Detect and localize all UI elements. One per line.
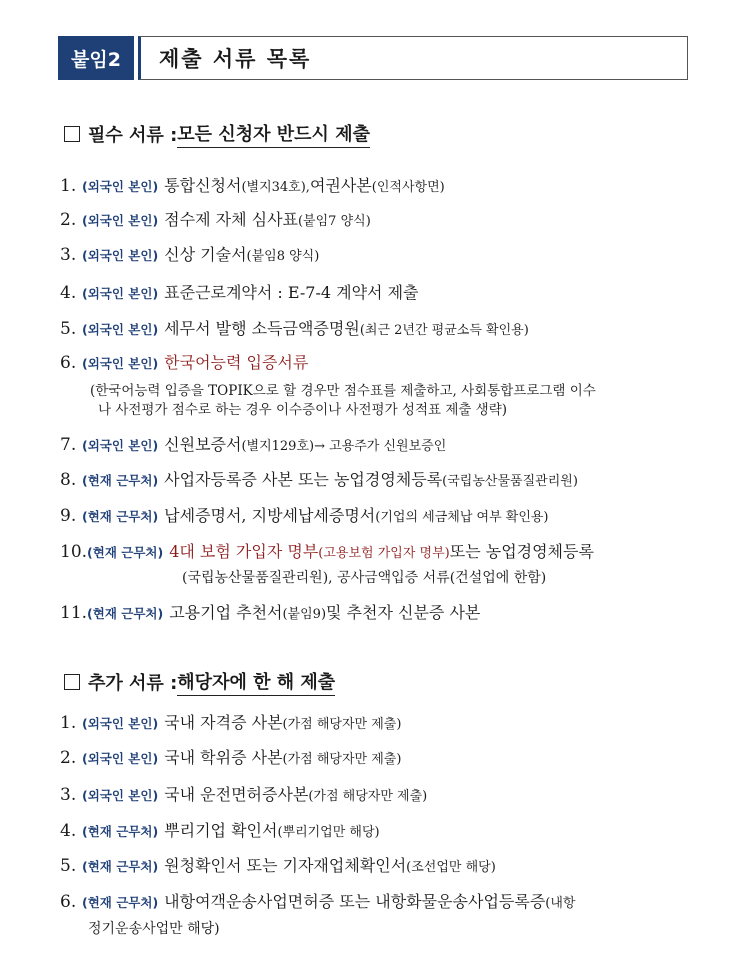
additional-item-2: [60, 745, 713, 768]
item-sub: (가점 해당자만 제출): [308, 789, 428, 804]
item-tag: (외국인 본인): [82, 322, 159, 337]
item-sub: (별지129호): [241, 439, 315, 454]
item-main: 사업자등록증 사본 또는 농업경영체등록: [164, 470, 443, 489]
additional-item-6: [60, 889, 713, 912]
checkbox-icon: [64, 126, 80, 142]
item-number: 11.: [60, 603, 88, 623]
item-sub: (고용보험 가입자 명부): [318, 546, 450, 561]
item-sub: (기업의 세금체납 여부 확인용): [375, 510, 549, 525]
item-number: 6.: [60, 353, 77, 373]
item-number: 10.: [60, 542, 88, 562]
additional-item-5: [60, 853, 713, 876]
required-item-4: [60, 280, 713, 303]
item-tag: (외국인 본인): [82, 356, 159, 371]
item-main: 점수제 자체 심사표: [164, 210, 298, 229]
item-sub: (국립농산물품질관리원): [442, 474, 578, 489]
item-main: 통합신청서: [164, 176, 242, 195]
item-sub: (최근 2년간 평균소득 확인용): [359, 323, 529, 338]
item-10-continuation: (국립농산물품질관리원), 공사금액입증 서류(건설업에 한함): [182, 570, 547, 586]
required-item-2: [60, 207, 713, 230]
item-number: 1.: [60, 176, 77, 196]
required-item-9: [60, 503, 713, 526]
item-sub: (뿌리기업만 해당): [277, 825, 380, 840]
item-tag: (외국인 본인): [82, 751, 159, 766]
checkbox-icon: [64, 674, 80, 690]
item-tag: (외국인 본인): [82, 716, 159, 731]
required-item-5: [60, 316, 713, 339]
attachment-badge: 붙임2: [58, 36, 134, 80]
item-tag: (외국인 본인): [82, 286, 159, 301]
item-tag: (현재 근무처): [82, 859, 159, 874]
item-tag: (외국인 본인): [82, 248, 159, 263]
item-number: 3.: [60, 785, 77, 805]
item-number: 8.: [60, 470, 77, 490]
item-sub: (별지34호),: [241, 180, 310, 195]
item-main: 4대 보험 가입자 명부: [169, 542, 319, 561]
item-number: 3.: [60, 245, 77, 265]
additional-item-3: [60, 782, 713, 805]
item-sub: (붙임7 양식): [297, 214, 371, 229]
item-main: 세무서 발행 소득금액증명원: [164, 319, 360, 338]
item-sub: (붙임9): [282, 607, 327, 622]
item-number: 5.: [60, 319, 77, 339]
item-tag: (현재 근무처): [82, 824, 159, 839]
add-item-6-continuation: 정기운송사업만 해당): [88, 921, 220, 937]
item-sub: (붙임8 양식): [246, 249, 320, 264]
item-tag: (현재 근무처): [87, 606, 164, 621]
item-tag: (현재 근무처): [82, 473, 159, 488]
additional-item-1: [60, 710, 713, 733]
item-tag: (외국인 본인): [82, 179, 159, 194]
item-tag: (현재 근무처): [87, 545, 164, 560]
item-extra: → 고용주가 신원보증인: [314, 439, 447, 454]
required-item-7: [60, 432, 713, 455]
required-item-3: [60, 242, 713, 265]
item-tag: (외국인 본인): [82, 438, 159, 453]
required-section-desc: 모든 신청자 반드시 제출: [177, 120, 370, 148]
required-item-1: [60, 173, 713, 196]
item-main: 한국어능력 입증서류: [164, 353, 309, 372]
item-main: 국내 운전면허증사본: [164, 785, 309, 804]
item-tag: (외국인 본인): [82, 788, 159, 803]
item-main2: 여권사본: [309, 176, 372, 195]
additional-item-4: [60, 818, 713, 841]
note-item-6: (한국어능력 입증을 TOPIK으로 할 경우만 점수표를 제출하고, 사회통합프로그램 이수 나 사전평가 점수로 하는 경우 이수증이나 사전평가 성적표 제출 생략): [90, 383, 596, 418]
item-main2: 및 추천자 신분증 사본: [326, 603, 481, 622]
item-sub: (가점 해당자만 제출): [282, 717, 402, 732]
required-item-6: [60, 350, 713, 373]
page-title: 제출 서류 목록: [138, 36, 688, 80]
attachment-header: [58, 36, 688, 80]
item-number: 4.: [60, 821, 77, 841]
item-main: 국내 자격증 사본: [164, 713, 283, 732]
item-main: 국내 학위증 사본: [164, 748, 283, 767]
item-number: 9.: [60, 506, 77, 526]
required-section-title: 필수 서류 : 모든 신청자 반드시 제출: [64, 120, 370, 148]
required-item-8: [60, 467, 713, 490]
item-number: 5.: [60, 856, 77, 876]
item-number: 6.: [60, 892, 77, 912]
additional-section-title: 추가 서류 : 해당자에 한 해 제출: [64, 668, 335, 696]
item-number: 7.: [60, 435, 77, 455]
item-main: 고용기업 추천서: [169, 603, 283, 622]
item-tag: (현재 근무처): [82, 895, 159, 910]
additional-section-desc: 해당자에 한 해 제출: [177, 668, 335, 696]
item-main2: 또는 농업경영체등록: [449, 542, 594, 561]
item-number: 2.: [60, 748, 77, 768]
item-sub2: (인적사항면): [371, 180, 445, 195]
item-tag: (외국인 본인): [82, 213, 159, 228]
item-main: 신원보증서: [164, 435, 242, 454]
item-number: 1.: [60, 713, 77, 733]
item-main: 원청확인서 또는 기자재업체확인서: [164, 856, 407, 875]
required-item-11: [60, 600, 713, 623]
item-main: 납세증명서, 지방세납세증명서: [164, 506, 376, 525]
item-main: 표준근로계약서 : E-7-4 계약서 제출: [164, 283, 419, 302]
required-item-10: [60, 539, 713, 562]
item-sub: (조선업만 해당): [406, 860, 496, 875]
item-sub: (내항: [545, 896, 576, 911]
item-main: 신상 기술서: [164, 245, 247, 264]
item-number: 2.: [60, 210, 77, 230]
item-sub: (가점 해당자만 제출): [282, 752, 402, 767]
item-tag: (현재 근무처): [82, 509, 159, 524]
item-number: 4.: [60, 283, 77, 303]
item-main: 내항여객운송사업면허증 또는 내항화물운송사업등록증: [164, 892, 546, 911]
item-main: 뿌리기업 확인서: [164, 821, 278, 840]
